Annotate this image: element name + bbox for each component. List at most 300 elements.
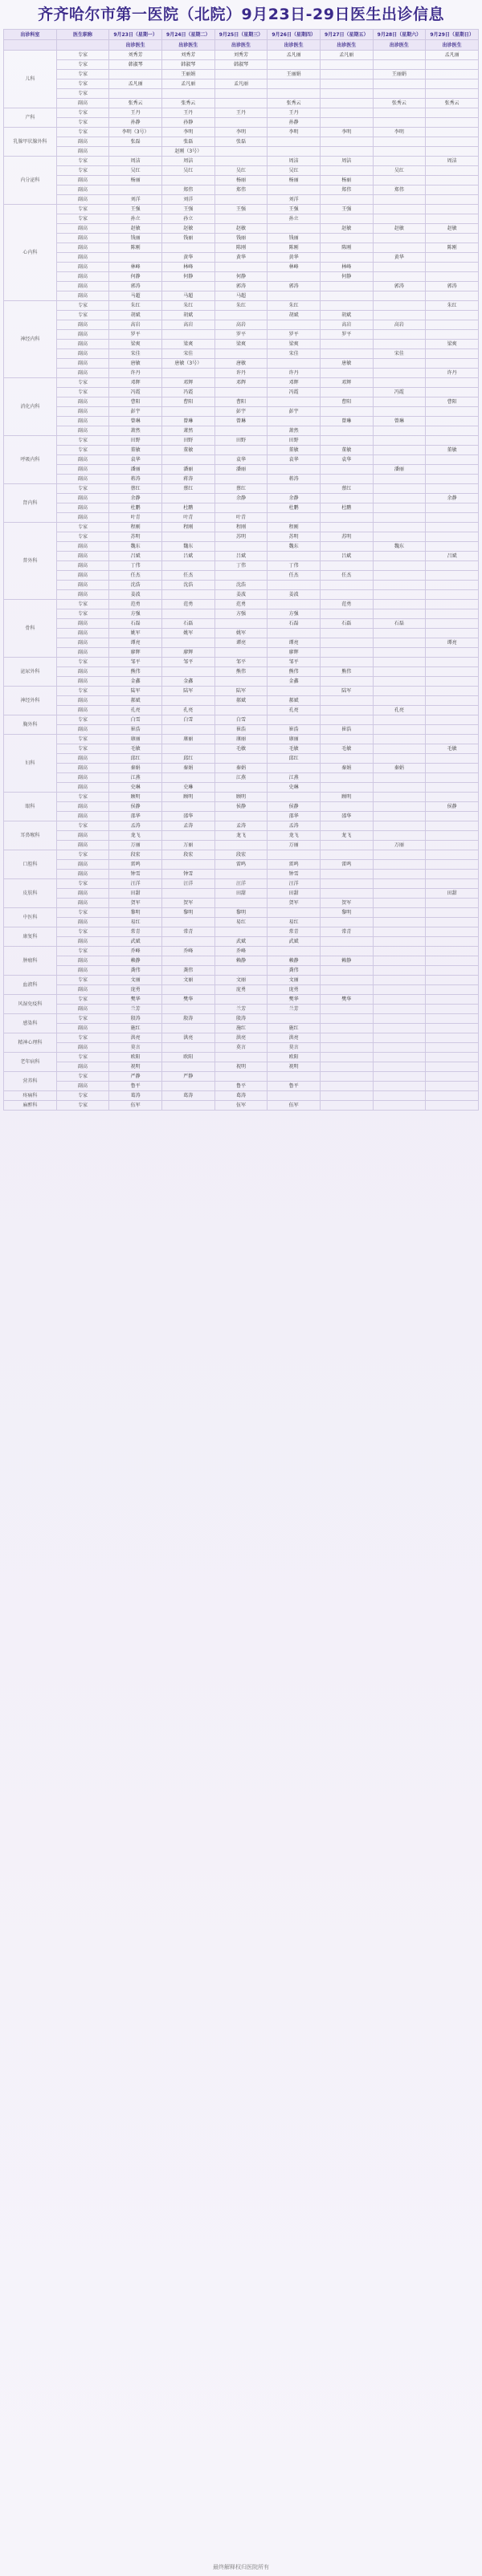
table-row bbox=[4, 638, 479, 648]
doctor-cell: 韩淑琴 bbox=[214, 60, 268, 70]
doctor-cell bbox=[426, 214, 479, 224]
department-cell: 骨科 bbox=[4, 600, 57, 658]
doctor-cell: 兰芳 bbox=[109, 1005, 162, 1014]
table-row bbox=[4, 475, 479, 484]
doctor-cell: 高岩 bbox=[109, 320, 162, 330]
table-row bbox=[4, 1014, 479, 1024]
doctor-cell: 孟涛 bbox=[214, 821, 268, 831]
doctor-cell: 欧阳 bbox=[268, 1053, 321, 1062]
doctor-title-cell: 专家 bbox=[56, 532, 109, 542]
table-row bbox=[4, 1072, 479, 1082]
doctor-cell: 罗平 bbox=[214, 330, 268, 340]
doctor-cell: 秦娟 bbox=[161, 764, 214, 773]
doctor-cell: 汪洋 bbox=[161, 879, 214, 889]
doctor-cell: 龙飞 bbox=[214, 831, 268, 841]
doctor-cell bbox=[214, 475, 268, 484]
doctor-cell: 孙静 bbox=[268, 118, 321, 128]
table-row bbox=[4, 70, 479, 79]
doctor-cell: 郑伟 bbox=[161, 185, 214, 195]
doctor-cell: 吴红 bbox=[109, 166, 162, 176]
doctor-title-cell: 专家 bbox=[56, 821, 109, 831]
column-header: 9月25日（星期三） bbox=[214, 30, 268, 40]
doctor-cell bbox=[426, 706, 479, 715]
doctor-cell: 郭涛 bbox=[268, 282, 321, 291]
doctor-cell: 葛涛 bbox=[109, 1091, 162, 1101]
doctor-cell: 伍军 bbox=[109, 1101, 162, 1111]
doctor-cell: 钟雪 bbox=[109, 870, 162, 879]
doctor-cell: 赖静 bbox=[214, 956, 268, 966]
doctor-cell: 李明 bbox=[373, 128, 426, 137]
doctor-cell: 韩淑琴 bbox=[161, 60, 214, 70]
doctor-cell bbox=[161, 773, 214, 783]
doctor-cell: 蔡红 bbox=[214, 484, 268, 494]
doctor-cell bbox=[373, 89, 426, 99]
table-row bbox=[4, 725, 479, 735]
doctor-title-cell: 专家 bbox=[56, 51, 109, 60]
table-row bbox=[4, 1005, 479, 1014]
doctor-cell bbox=[268, 764, 321, 773]
table-row bbox=[4, 166, 479, 176]
doctor-cell: 许丹 bbox=[109, 369, 162, 378]
doctor-cell bbox=[320, 561, 373, 571]
table-row bbox=[4, 60, 479, 70]
doctor-cell bbox=[320, 426, 373, 436]
doctor-cell bbox=[373, 937, 426, 947]
doctor-cell: 曹阳 bbox=[320, 397, 373, 407]
column-header: 医生职称 bbox=[56, 30, 109, 40]
doctor-cell: 罗平 bbox=[320, 330, 373, 340]
doctor-cell bbox=[373, 118, 426, 128]
doctor-title-cell: 专家 bbox=[56, 1053, 109, 1062]
doctor-cell: 潘丽 bbox=[373, 465, 426, 475]
doctor-cell bbox=[373, 667, 426, 677]
doctor-cell bbox=[320, 648, 373, 658]
doctor-cell: 邱红 bbox=[268, 754, 321, 764]
doctor-title-cell: 副高 bbox=[56, 1024, 109, 1033]
doctor-cell: 王强 bbox=[161, 205, 214, 214]
doctor-cell bbox=[161, 1005, 214, 1014]
doctor-cell bbox=[373, 879, 426, 889]
doctor-cell: 孙立 bbox=[109, 214, 162, 224]
doctor-cell bbox=[320, 590, 373, 600]
doctor-cell: 蒋涛 bbox=[161, 475, 214, 484]
doctor-cell: 许丹 bbox=[268, 369, 321, 378]
doctor-cell: 蔡红 bbox=[109, 484, 162, 494]
doctor-cell bbox=[320, 581, 373, 590]
doctor-cell bbox=[426, 1005, 479, 1014]
doctor-cell: 周洁 bbox=[268, 157, 321, 166]
doctor-cell bbox=[426, 128, 479, 137]
doctor-cell: 袁华 bbox=[214, 455, 268, 465]
doctor-cell bbox=[373, 137, 426, 147]
table-row bbox=[4, 51, 479, 60]
column-header: 9月29日（星期日） bbox=[426, 30, 479, 40]
table-row bbox=[4, 436, 479, 446]
doctor-cell: 何静 bbox=[109, 272, 162, 282]
doctor-cell bbox=[214, 157, 268, 166]
doctor-cell bbox=[373, 243, 426, 253]
doctor-cell bbox=[426, 320, 479, 330]
doctor-cell: 孔亮 bbox=[268, 706, 321, 715]
doctor-cell bbox=[320, 821, 373, 831]
doctor-cell bbox=[373, 638, 426, 648]
doctor-cell bbox=[426, 831, 479, 841]
doctor-cell bbox=[426, 359, 479, 369]
schedule-table bbox=[3, 29, 479, 1111]
doctor-cell: 潘丽 bbox=[214, 465, 268, 475]
doctor-cell: 周洁 bbox=[161, 157, 214, 166]
table-row bbox=[4, 1024, 479, 1033]
doctor-cell bbox=[268, 581, 321, 590]
doctor-cell bbox=[161, 831, 214, 841]
table-row bbox=[4, 128, 479, 137]
doctor-cell: 顾明 bbox=[320, 793, 373, 802]
doctor-cell: 赖静 bbox=[109, 956, 162, 966]
table-row bbox=[4, 185, 479, 195]
doctor-title-cell: 专家 bbox=[56, 600, 109, 609]
doctor-cell bbox=[109, 185, 162, 195]
doctor-cell bbox=[268, 465, 321, 475]
doctor-cell bbox=[426, 378, 479, 388]
doctor-cell bbox=[373, 793, 426, 802]
doctor-title-cell: 专家 bbox=[56, 609, 109, 619]
doctor-cell: 毛敏 bbox=[109, 744, 162, 754]
doctor-cell: 梁爽 bbox=[268, 340, 321, 349]
doctor-title-cell: 副高 bbox=[56, 648, 109, 658]
doctor-cell: 史琳 bbox=[161, 783, 214, 793]
doctor-cell bbox=[161, 696, 214, 706]
doctor-title-cell: 专家 bbox=[56, 79, 109, 89]
table-row bbox=[4, 272, 479, 282]
doctor-title-cell: 副高 bbox=[56, 638, 109, 648]
doctor-cell bbox=[161, 1062, 214, 1072]
doctor-cell bbox=[320, 349, 373, 359]
table-row bbox=[4, 157, 479, 166]
doctor-cell bbox=[214, 70, 268, 79]
doctor-cell bbox=[426, 465, 479, 475]
table-row bbox=[4, 503, 479, 513]
doctor-cell: 田野 bbox=[214, 436, 268, 446]
doctor-cell bbox=[373, 1101, 426, 1111]
doctor-cell bbox=[373, 850, 426, 860]
doctor-cell bbox=[426, 581, 479, 590]
doctor-cell bbox=[268, 908, 321, 918]
doctor-title-cell: 副高 bbox=[56, 426, 109, 436]
doctor-cell: 许丹 bbox=[426, 369, 479, 378]
doctor-cell bbox=[426, 330, 479, 340]
department-cell: 妇科 bbox=[4, 735, 57, 793]
doctor-cell: 万丽 bbox=[268, 841, 321, 850]
doctor-title-cell: 副高 bbox=[56, 918, 109, 927]
doctor-title-cell: 副高 bbox=[56, 272, 109, 282]
table-body bbox=[4, 51, 479, 1111]
doctor-cell: 庞勇 bbox=[214, 985, 268, 995]
doctor-cell bbox=[426, 696, 479, 706]
doctor-cell bbox=[320, 513, 373, 523]
doctor-title-cell: 专家 bbox=[56, 484, 109, 494]
doctor-cell bbox=[268, 291, 321, 301]
doctor-cell bbox=[320, 195, 373, 205]
doctor-cell: 黄华 bbox=[161, 253, 214, 263]
doctor-cell bbox=[426, 821, 479, 831]
doctor-cell: 江燕 bbox=[109, 773, 162, 783]
doctor-cell: 邓辉 bbox=[268, 378, 321, 388]
doctor-cell: 王丹 bbox=[109, 108, 162, 118]
doctor-cell: 魏东 bbox=[161, 542, 214, 552]
table-row bbox=[4, 899, 479, 908]
doctor-cell: 刘洋 bbox=[268, 195, 321, 205]
doctor-cell: 顾明 bbox=[214, 793, 268, 802]
doctor-cell: 侯静 bbox=[268, 802, 321, 812]
doctor-cell bbox=[320, 715, 373, 725]
doctor-cell: 毛敏 bbox=[320, 744, 373, 754]
doctor-cell bbox=[373, 918, 426, 927]
doctor-cell bbox=[426, 484, 479, 494]
table-row bbox=[4, 311, 479, 320]
doctor-cell: 朱红 bbox=[161, 301, 214, 311]
department-cell: 营养科 bbox=[4, 1072, 57, 1091]
doctor-title-cell: 副高 bbox=[56, 465, 109, 475]
doctor-title-cell: 专家 bbox=[56, 214, 109, 224]
doctor-cell bbox=[426, 860, 479, 870]
doctor-cell bbox=[426, 937, 479, 947]
doctor-cell bbox=[161, 532, 214, 542]
doctor-cell: 江燕 bbox=[268, 773, 321, 783]
table-row bbox=[4, 619, 479, 629]
doctor-cell: 杨丽 bbox=[320, 176, 373, 185]
doctor-cell: 许丹 bbox=[214, 369, 268, 378]
doctor-cell bbox=[426, 185, 479, 195]
doctor-cell bbox=[320, 60, 373, 70]
doctor-cell: 丁伟 bbox=[268, 561, 321, 571]
doctor-cell: 范勇 bbox=[320, 600, 373, 609]
doctor-cell: 冯霞 bbox=[268, 388, 321, 397]
column-subheader: 出诊医生 bbox=[109, 40, 162, 51]
doctor-cell: 孙立 bbox=[161, 214, 214, 224]
doctor-title-cell: 副高 bbox=[56, 783, 109, 793]
department-cell: 老年病科 bbox=[4, 1053, 57, 1072]
department-cell: 乳腺甲状腺外科 bbox=[4, 128, 57, 157]
doctor-cell bbox=[373, 311, 426, 320]
doctor-cell bbox=[373, 1091, 426, 1101]
doctor-cell bbox=[214, 677, 268, 687]
doctor-cell: 康丽 bbox=[268, 735, 321, 744]
doctor-cell: 刘洋 bbox=[109, 195, 162, 205]
doctor-cell bbox=[268, 687, 321, 696]
doctor-title-cell: 副高 bbox=[56, 513, 109, 523]
table-row bbox=[4, 918, 479, 927]
doctor-cell bbox=[320, 214, 373, 224]
doctor-cell: 林峰 bbox=[268, 263, 321, 272]
doctor-cell bbox=[320, 340, 373, 349]
doctor-cell bbox=[320, 1033, 373, 1043]
doctor-cell: 梁爽 bbox=[161, 340, 214, 349]
doctor-cell: 龚伟 bbox=[109, 966, 162, 976]
doctor-cell bbox=[373, 860, 426, 870]
doctor-title-cell: 副高 bbox=[56, 1005, 109, 1014]
table-row bbox=[4, 1053, 479, 1062]
doctor-cell: 姜波 bbox=[214, 590, 268, 600]
doctor-cell: 郭涛 bbox=[426, 282, 479, 291]
doctor-title-cell: 副高 bbox=[56, 243, 109, 253]
doctor-cell bbox=[426, 754, 479, 764]
doctor-title-cell: 副高 bbox=[56, 561, 109, 571]
doctor-cell: 常青 bbox=[320, 927, 373, 937]
table-row bbox=[4, 850, 479, 860]
doctor-cell bbox=[214, 648, 268, 658]
doctor-cell: 崔浩 bbox=[268, 725, 321, 735]
doctor-cell bbox=[373, 773, 426, 783]
doctor-cell: 周洁 bbox=[426, 157, 479, 166]
doctor-cell: 叶青 bbox=[109, 513, 162, 523]
doctor-title-cell: 专家 bbox=[56, 108, 109, 118]
doctor-cell: 贺军 bbox=[268, 899, 321, 908]
table-row bbox=[4, 735, 479, 744]
table-row bbox=[4, 532, 479, 542]
doctor-cell: 余静 bbox=[426, 494, 479, 503]
doctor-cell bbox=[320, 841, 373, 850]
doctor-cell: 康丽 bbox=[214, 735, 268, 744]
doctor-cell bbox=[268, 1014, 321, 1024]
doctor-cell: 施红 bbox=[268, 1024, 321, 1033]
doctor-cell: 马超 bbox=[109, 291, 162, 301]
doctor-cell: 郝斌 bbox=[268, 696, 321, 706]
doctor-cell bbox=[426, 417, 479, 426]
doctor-cell: 邓辉 bbox=[109, 378, 162, 388]
doctor-cell: 彭宇 bbox=[268, 407, 321, 417]
doctor-cell: 唐敏 bbox=[109, 359, 162, 369]
doctor-cell bbox=[373, 725, 426, 735]
doctor-cell: 周洁 bbox=[109, 157, 162, 166]
doctor-title-cell: 副高 bbox=[56, 369, 109, 378]
doctor-cell bbox=[426, 561, 479, 571]
table-row bbox=[4, 764, 479, 773]
doctor-cell bbox=[426, 426, 479, 436]
doctor-cell: 曹阳 bbox=[109, 397, 162, 407]
table-row bbox=[4, 118, 479, 128]
doctor-cell: 杨丽 bbox=[109, 176, 162, 185]
doctor-cell bbox=[426, 648, 479, 658]
doctor-cell bbox=[268, 600, 321, 609]
doctor-cell: 陆军 bbox=[320, 687, 373, 696]
doctor-cell: 石磊 bbox=[320, 619, 373, 629]
doctor-cell bbox=[373, 176, 426, 185]
doctor-cell bbox=[320, 118, 373, 128]
doctor-cell: 葛涛 bbox=[214, 1091, 268, 1101]
doctor-cell bbox=[320, 918, 373, 927]
doctor-cell bbox=[373, 561, 426, 571]
column-subheader: 出诊医生 bbox=[320, 40, 373, 51]
doctor-title-cell: 专家 bbox=[56, 1091, 109, 1101]
doctor-title-cell: 副高 bbox=[56, 764, 109, 773]
doctor-cell bbox=[214, 195, 268, 205]
doctor-cell: 曾琳 bbox=[373, 417, 426, 426]
doctor-cell: 赖静 bbox=[320, 956, 373, 966]
department-cell: 耳鼻喉科 bbox=[4, 821, 57, 850]
doctor-cell bbox=[268, 417, 321, 426]
doctor-cell: 邹平 bbox=[214, 658, 268, 667]
doctor-cell: 梁爽 bbox=[214, 340, 268, 349]
table-row bbox=[4, 802, 479, 812]
doctor-cell: 梁爽 bbox=[426, 340, 479, 349]
table-row bbox=[4, 552, 479, 561]
doctor-cell bbox=[426, 1091, 479, 1101]
doctor-cell bbox=[373, 291, 426, 301]
doctor-cell bbox=[373, 214, 426, 224]
doctor-cell: 杜鹏 bbox=[109, 503, 162, 513]
doctor-cell bbox=[426, 629, 479, 638]
doctor-cell bbox=[320, 783, 373, 793]
doctor-cell: 崔浩 bbox=[320, 725, 373, 735]
doctor-cell: 张秀云 bbox=[373, 99, 426, 108]
table-row bbox=[4, 870, 479, 879]
doctor-cell: 文丽 bbox=[161, 976, 214, 985]
department-cell: 消化内科 bbox=[4, 378, 57, 436]
doctor-cell bbox=[426, 147, 479, 157]
doctor-cell bbox=[373, 744, 426, 754]
table-row bbox=[4, 378, 479, 388]
doctor-cell: 袁华 bbox=[320, 455, 373, 465]
table-row bbox=[4, 484, 479, 494]
doctor-cell: 丁伟 bbox=[109, 561, 162, 571]
table-row bbox=[4, 715, 479, 725]
doctor-title-cell: 副高 bbox=[56, 320, 109, 330]
table-row bbox=[4, 590, 479, 600]
department-cell: 皮肤科 bbox=[4, 879, 57, 908]
doctor-title-cell: 专家 bbox=[56, 744, 109, 754]
doctor-cell bbox=[373, 581, 426, 590]
doctor-cell bbox=[214, 995, 268, 1005]
doctor-cell: 萧然 bbox=[109, 426, 162, 436]
doctor-title-cell: 副高 bbox=[56, 725, 109, 735]
doctor-cell: 祝明 bbox=[214, 1062, 268, 1072]
doctor-cell bbox=[426, 176, 479, 185]
doctor-title-cell: 副高 bbox=[56, 870, 109, 879]
doctor-cell: 邹平 bbox=[268, 658, 321, 667]
doctor-cell: 孟凡丽 bbox=[320, 51, 373, 60]
doctor-cell bbox=[268, 484, 321, 494]
doctor-title-cell: 专家 bbox=[56, 301, 109, 311]
doctor-title-cell: 副高 bbox=[56, 677, 109, 687]
doctor-cell bbox=[426, 677, 479, 687]
doctor-cell: 毛敏 bbox=[426, 744, 479, 754]
doctor-cell bbox=[161, 860, 214, 870]
doctor-title-cell: 副高 bbox=[56, 552, 109, 561]
doctor-cell: 文丽 bbox=[109, 976, 162, 985]
doctor-cell bbox=[426, 1043, 479, 1053]
doctor-cell: 郭涛 bbox=[214, 282, 268, 291]
doctor-cell bbox=[320, 301, 373, 311]
doctor-cell: 田甜 bbox=[109, 889, 162, 899]
doctor-cell: 王强 bbox=[109, 205, 162, 214]
doctor-cell bbox=[161, 937, 214, 947]
doctor-cell: 李明（3号） bbox=[109, 128, 162, 137]
doctor-cell bbox=[426, 272, 479, 282]
doctor-cell bbox=[373, 889, 426, 899]
doctor-cell: 曹阳 bbox=[426, 397, 479, 407]
column-subheader bbox=[56, 40, 109, 51]
doctor-cell bbox=[214, 966, 268, 976]
doctor-cell: 汪洋 bbox=[214, 879, 268, 889]
department-cell: 神经内科 bbox=[4, 301, 57, 378]
doctor-cell: 姜波 bbox=[268, 590, 321, 600]
doctor-title-cell: 专家 bbox=[56, 658, 109, 667]
doctor-cell bbox=[161, 725, 214, 735]
doctor-cell: 金鑫 bbox=[161, 677, 214, 687]
department-cell: 口腔科 bbox=[4, 850, 57, 879]
doctor-cell: 谭亮 bbox=[109, 638, 162, 648]
doctor-cell bbox=[320, 1043, 373, 1053]
